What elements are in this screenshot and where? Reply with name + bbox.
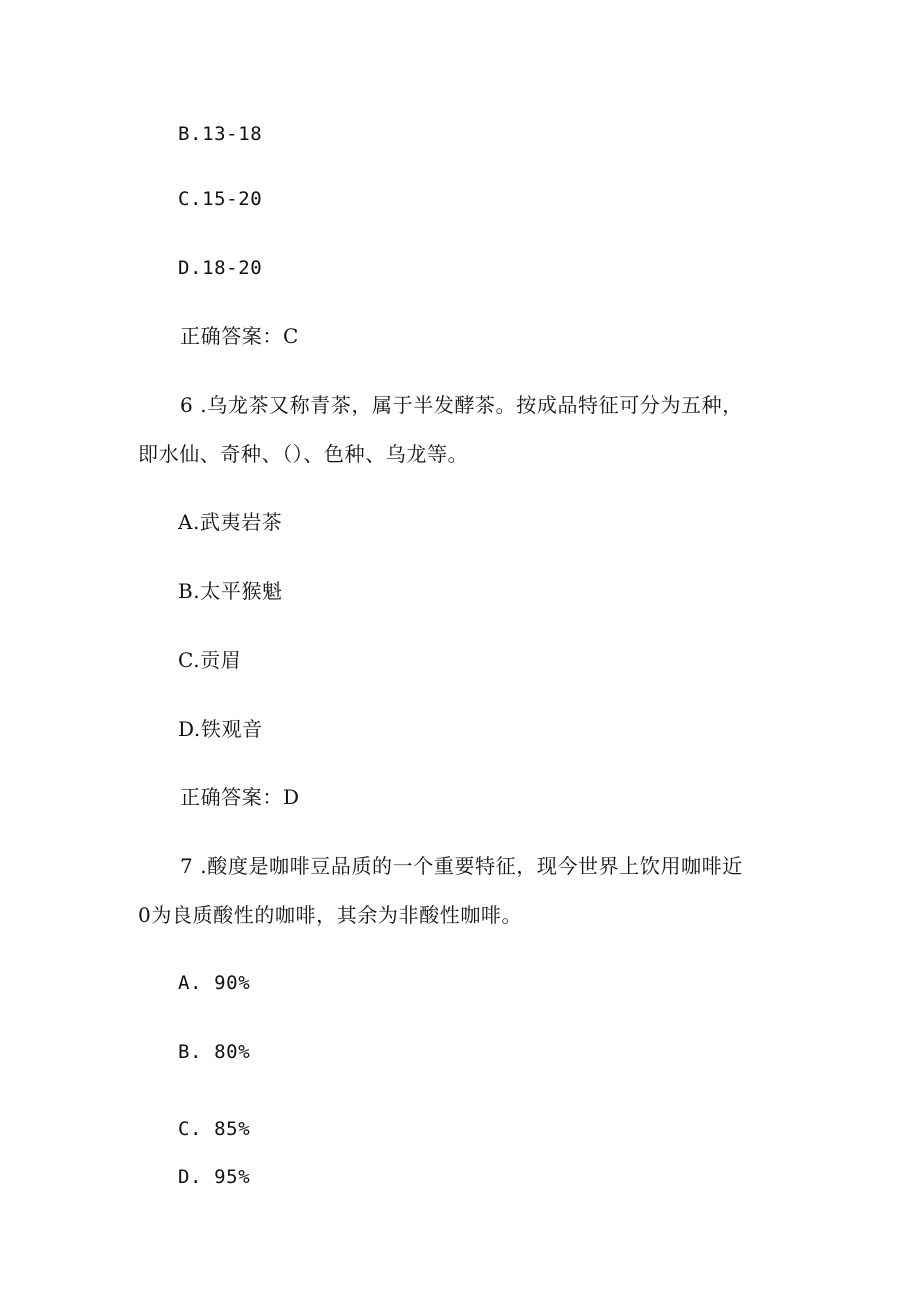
q6-option-d: D.铁观音 — [178, 717, 263, 741]
q6-answer: 正确答案：D — [180, 785, 300, 809]
q6-option-c: C.贡眉 — [178, 648, 242, 672]
q7-option-a: A. 90% — [178, 972, 251, 994]
q7-stem-line-2: 0为良质酸性的咖啡，其余为非酸性咖啡。 — [138, 903, 523, 927]
q6-stem-line-1: 6 .乌龙茶又称青茶，属于半发酵茶。按成品特征可分为五种， — [180, 393, 743, 417]
q7-option-b: B. 80% — [178, 1041, 251, 1063]
q5-option-c: C.15-20 — [178, 188, 263, 210]
q7-option-d: D. 95% — [178, 1166, 251, 1188]
q7-stem-line-1: 7 .酸度是咖啡豆品质的一个重要特征，现今世界上饮用咖啡近 — [180, 854, 743, 878]
q6-option-a: A.武夷岩茶 — [178, 510, 283, 534]
q7-option-c: C. 85% — [178, 1118, 251, 1140]
q5-answer: 正确答案：C — [180, 324, 299, 348]
q6-option-b: B.太平猴魁 — [178, 579, 283, 603]
q6-stem-line-2: 即水仙、奇种、（）、色种、乌龙等。 — [138, 442, 469, 466]
q5-option-d: D.18-20 — [178, 257, 263, 279]
q5-option-b: B.13-18 — [178, 123, 263, 145]
